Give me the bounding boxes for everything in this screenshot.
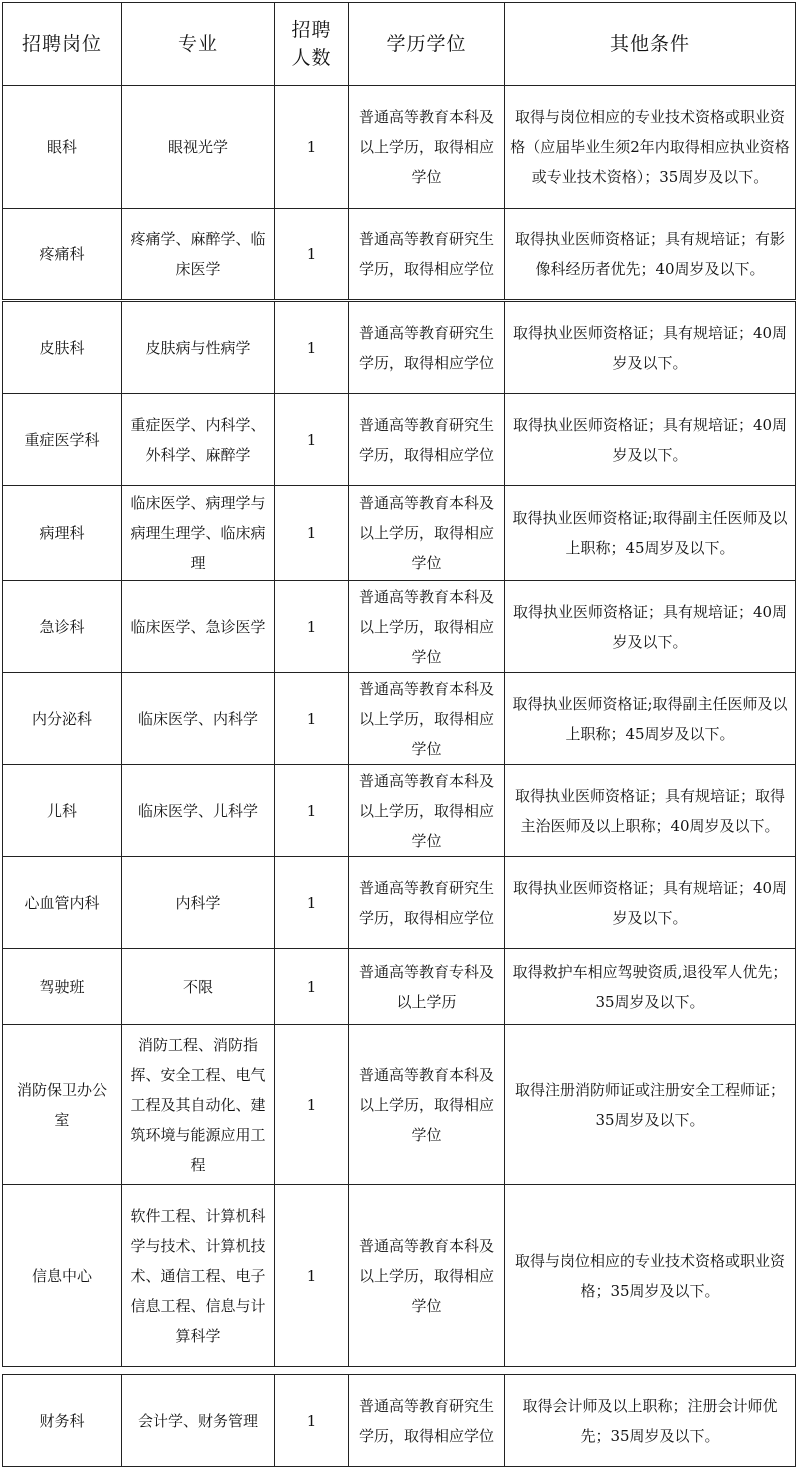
cell-degree: 普通高等教育本科及以上学历，取得相应学位 xyxy=(349,765,505,857)
header-position: 招聘岗位 xyxy=(3,3,122,86)
cell-requirements: 取得注册消防师证或注册安全工程师证；35周岁及以下。 xyxy=(505,1025,796,1185)
header-major: 专业 xyxy=(122,3,275,86)
table-header-row xyxy=(3,3,796,86)
table-row xyxy=(3,86,796,209)
table-row xyxy=(3,949,796,1025)
cell-degree: 普通高等教育本科及以上学历，取得相应学位 xyxy=(349,673,505,765)
cell-position: 儿科 xyxy=(3,765,122,857)
cell-major: 会计学、财务管理 xyxy=(122,1375,275,1467)
table-row xyxy=(3,673,796,765)
cell-degree: 普通高等教育研究生学历，取得相应学位 xyxy=(349,857,505,949)
cell-requirements: 取得执业医师资格证；具有规培证；有影像科经历者优先；40周岁及以下。 xyxy=(505,209,796,300)
table-row xyxy=(3,1375,796,1467)
cell-major: 内科学 xyxy=(122,857,275,949)
cell-major: 临床医学、急诊医学 xyxy=(122,581,275,673)
table-row xyxy=(3,209,796,300)
table-row xyxy=(3,1025,796,1185)
cell-major: 临床医学、内科学 xyxy=(122,673,275,765)
cell-position: 内分泌科 xyxy=(3,673,122,765)
cell-count: 1 xyxy=(275,765,349,857)
cell-requirements: 取得执业医师资格证；具有规培证；40周岁及以下。 xyxy=(505,302,796,394)
cell-requirements: 取得与岗位相应的专业技术资格或职业资格；35周岁及以下。 xyxy=(505,1185,796,1367)
cell-degree: 普通高等教育研究生学历，取得相应学位 xyxy=(349,394,505,486)
cell-major: 临床医学、病理学与病理生理学、临床病理 xyxy=(122,486,275,581)
cell-degree: 普通高等教育研究生学历，取得相应学位 xyxy=(349,302,505,394)
cell-major: 重症医学、内科学、外科学、麻醉学 xyxy=(122,394,275,486)
cell-requirements: 取得与岗位相应的专业技术资格或职业资格（应届毕业生须2年内取得相应执业资格或专业技术资格）；35周岁及以下。 xyxy=(505,86,796,209)
cell-requirements: 取得执业医师资格证；具有规培证；40周岁及以下。 xyxy=(505,581,796,673)
cell-major: 皮肤病与性病学 xyxy=(122,302,275,394)
table-row xyxy=(3,302,796,394)
cell-degree: 普通高等教育本科及以上学历，取得相应学位 xyxy=(349,1025,505,1185)
table-row xyxy=(3,765,796,857)
header-degree: 学历学位 xyxy=(349,3,505,86)
cell-major: 消防工程、消防指挥、安全工程、电气工程及其自动化、建筑环境与能源应用工程 xyxy=(122,1025,275,1185)
cell-count: 1 xyxy=(275,949,349,1025)
cell-degree: 普通高等教育研究生学历，取得相应学位 xyxy=(349,1375,505,1467)
cell-count: 1 xyxy=(275,1025,349,1185)
recruitment-table-part-2 xyxy=(2,301,796,1367)
cell-position: 病理科 xyxy=(3,486,122,581)
cell-count: 1 xyxy=(275,1185,349,1367)
cell-count: 1 xyxy=(275,486,349,581)
cell-position: 驾驶班 xyxy=(3,949,122,1025)
cell-position: 眼科 xyxy=(3,86,122,209)
table-row xyxy=(3,1185,796,1367)
cell-count: 1 xyxy=(275,394,349,486)
table-row xyxy=(3,394,796,486)
recruitment-table-part-1 xyxy=(2,2,796,300)
cell-position: 信息中心 xyxy=(3,1185,122,1367)
cell-requirements: 取得执业医师资格证;取得副主任医师及以上职称；45周岁及以下。 xyxy=(505,673,796,765)
cell-degree: 普通高等教育本科及以上学历，取得相应学位 xyxy=(349,581,505,673)
cell-requirements: 取得执业医师资格证；具有规培证；40周岁及以下。 xyxy=(505,857,796,949)
header-count: 招聘人数 xyxy=(275,3,349,86)
cell-count: 1 xyxy=(275,1375,349,1467)
cell-requirements: 取得执业医师资格证；具有规培证；取得主治医师及以上职称；40周岁及以下。 xyxy=(505,765,796,857)
cell-position: 急诊科 xyxy=(3,581,122,673)
cell-position: 疼痛科 xyxy=(3,209,122,300)
cell-count: 1 xyxy=(275,581,349,673)
cell-position: 消防保卫办公室 xyxy=(3,1025,122,1185)
cell-position: 财务科 xyxy=(3,1375,122,1467)
header-requirements: 其他条件 xyxy=(505,3,796,86)
cell-position: 皮肤科 xyxy=(3,302,122,394)
cell-requirements: 取得执业医师资格证；具有规培证；40周岁及以下。 xyxy=(505,394,796,486)
cell-major: 眼视光学 xyxy=(122,86,275,209)
cell-degree: 普通高等教育研究生学历，取得相应学位 xyxy=(349,209,505,300)
cell-requirements: 取得会计师及以上职称；注册会计师优先；35周岁及以下。 xyxy=(505,1375,796,1467)
cell-position: 重症医学科 xyxy=(3,394,122,486)
cell-count: 1 xyxy=(275,857,349,949)
cell-degree: 普通高等教育本科及以上学历，取得相应学位 xyxy=(349,1185,505,1367)
cell-requirements: 取得救护车相应驾驶资质,退役军人优先；35周岁及以下。 xyxy=(505,949,796,1025)
cell-position: 心血管内科 xyxy=(3,857,122,949)
cell-count: 1 xyxy=(275,673,349,765)
cell-major: 临床医学、儿科学 xyxy=(122,765,275,857)
table-row xyxy=(3,857,796,949)
cell-count: 1 xyxy=(275,302,349,394)
cell-major: 不限 xyxy=(122,949,275,1025)
cell-count: 1 xyxy=(275,209,349,300)
cell-degree: 普通高等教育专科及以上学历 xyxy=(349,949,505,1025)
table-row xyxy=(3,486,796,581)
cell-degree: 普通高等教育本科及以上学历，取得相应学位 xyxy=(349,486,505,581)
recruitment-table-part-3 xyxy=(2,1374,796,1467)
cell-major: 软件工程、计算机科学与技术、计算机技术、通信工程、电子信息工程、信息与计算科学 xyxy=(122,1185,275,1367)
cell-count: 1 xyxy=(275,86,349,209)
cell-requirements: 取得执业医师资格证;取得副主任医师及以上职称；45周岁及以下。 xyxy=(505,486,796,581)
table-row xyxy=(3,581,796,673)
cell-degree: 普通高等教育本科及以上学历，取得相应学位 xyxy=(349,86,505,209)
cell-major: 疼痛学、麻醉学、临床医学 xyxy=(122,209,275,300)
